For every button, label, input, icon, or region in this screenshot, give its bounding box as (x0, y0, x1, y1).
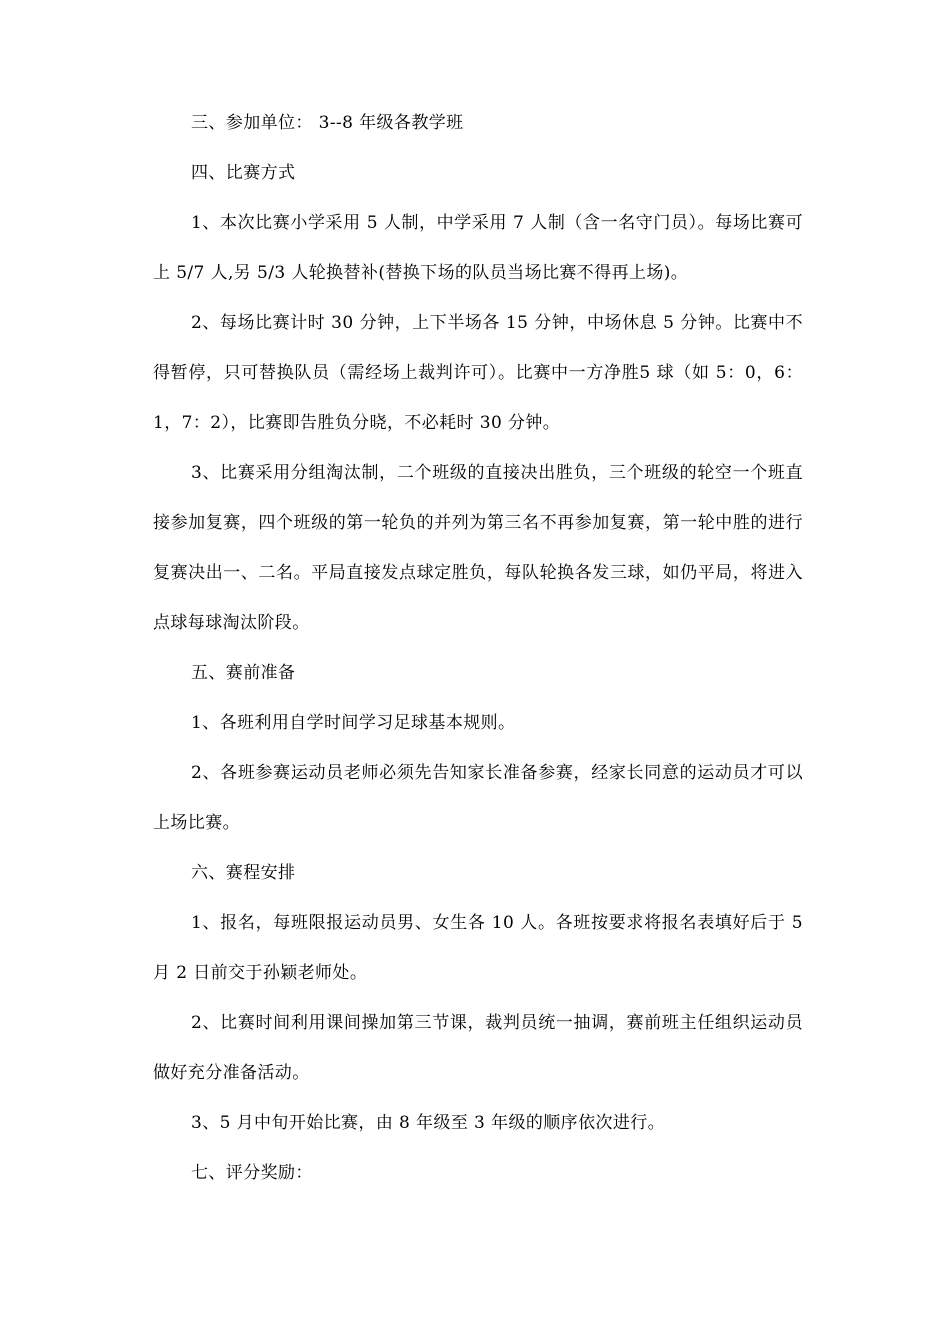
section-heading-awards: 七、评分奖励： (191, 1163, 313, 1183)
format-rule-1-team-size: 1、本次比赛小学采用 5 人制，中学采用 7 人制（含一名守门员）。每场比赛可上 5/7 人,另 5/3 人轮换替补(替换下场的队员当场比赛不得再上场)。 (153, 213, 803, 283)
section-heading-schedule: 六、赛程安排 (191, 863, 296, 883)
format-rule-2-match-time: 2、每场比赛计时 30 分钟，上下半场各 15 分钟，中场休息 5 分钟。比赛中不得暂停，只可替换队员（需经场上裁判许可）。比赛中一方净胜5 球（如 5：0，6：1，7：2），比赛即告胜负分晓，不必耗时 30 分钟。 (153, 313, 803, 433)
section-heading-competition-format: 四、比赛方式 (191, 163, 296, 183)
preparation-item-2: 2、各班参赛运动员老师必须先告知家长准备参赛，经家长同意的运动员才可以上场比赛。 (153, 763, 803, 833)
section-heading-participants: 三、参加单位： 3--8 年级各教学班 (191, 113, 464, 133)
schedule-item-3-order: 3、5 月中旬开始比赛，由 8 年级至 3 年级的顺序依次进行。 (191, 1113, 666, 1133)
preparation-item-1: 1、各班利用自学时间学习足球基本规则。 (191, 713, 516, 733)
schedule-item-1-registration: 1、报名，每班限报运动员男、女生各 10 人。各班按要求将报名表填好后于 5 月 2 日前交于孙颖老师处。 (153, 913, 803, 983)
section-heading-preparation: 五、赛前准备 (191, 663, 296, 683)
schedule-item-2-match-time: 2、比赛时间利用课间操加第三节课，裁判员统一抽调，赛前班主任组织运动员做好充分准备活动。 (153, 1013, 803, 1083)
document-body (153, 98, 803, 1198)
format-rule-3-elimination: 3、比赛采用分组淘汰制，二个班级的直接决出胜负，三个班级的轮空一个班直接参加复赛，四个班级的第一轮负的并列为第三名不再参加复赛，第一轮中胜的进行复赛决出一、二名。平局直接发点球定胜负，每队轮换各发三球，如仍平局，将进入点球每球淘汰阶段。 (153, 463, 803, 633)
